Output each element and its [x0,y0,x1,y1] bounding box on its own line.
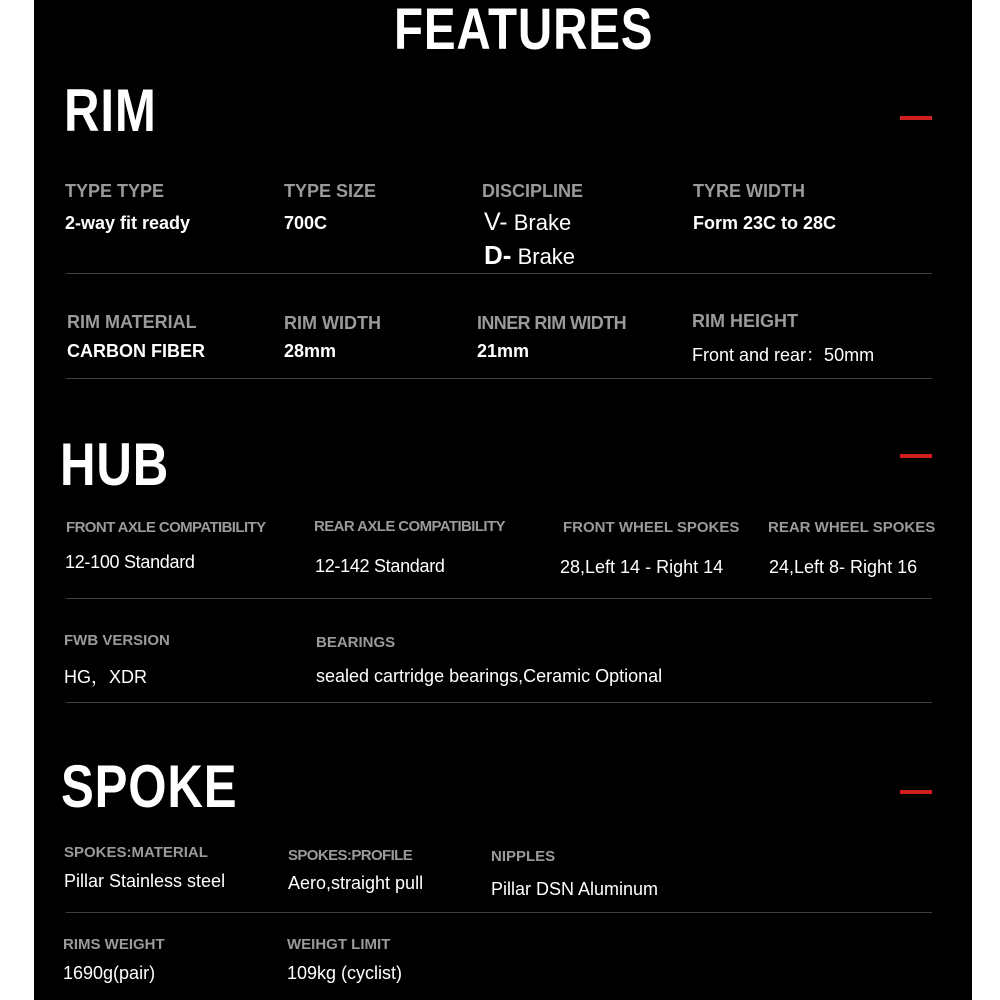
spec-value-bearings: sealed cartridge bearings,Ceramic Optional [316,666,663,686]
spec-label-weight-limit: WEIHGT LIMIT [287,936,391,953]
spec-value-discipline-d-brake [484,240,575,271]
spec-value-rim-height: Front and rear：50mm [692,345,875,365]
spec-value-fwb-version: HG，XDR [64,667,148,687]
spec-label-tyre-width: TYRE WIDTH [693,181,805,201]
spec-value-front-wheel-spokes: 28,Left 14 - Right 14 [560,557,724,577]
spec-label-fwb-version: FWB VERSION [64,632,170,649]
spec-value-inner-rim-width: 21mm [477,341,530,361]
divider [66,378,932,379]
page-title: FEATURES [394,0,654,62]
collapse-dash-spoke[interactable] [900,790,932,794]
spec-label-inner-rim-width: INNER RIM WIDTH [477,313,626,333]
spec-value-spokes-profile: Aero,straight pull [288,873,424,893]
section-title-hub: HUB [60,431,170,498]
spec-label-rear-wheel-spokes: REAR WHEEL SPOKES [768,519,936,536]
brake-text-1: Brake [513,210,572,235]
divider [66,273,932,274]
divider [66,702,932,703]
collapse-dash-rim[interactable] [900,116,932,120]
spec-label-bearings: BEARINGS [316,634,396,651]
spec-label-spokes-material: SPOKES:MATERIAL [64,844,208,861]
spec-label-type-type: TYPE TYPE [65,181,165,201]
spec-label-rim-height: RIM HEIGHT [692,311,798,331]
spec-value-rear-wheel-spokes: 24,Left 8- Right 16 [769,557,918,577]
spec-label-rim-width: RIM WIDTH [284,313,381,333]
spec-value-rear-axle: 12-142 Standard [315,556,445,576]
spec-label-rear-axle: REAR AXLE COMPATIBILITY [314,518,505,535]
spec-value-type-size: 700C [284,213,328,233]
spec-label-front-wheel-spokes: FRONT WHEEL SPOKES [563,519,740,536]
section-title-rim: RIM [64,77,157,144]
d-prefix: D- [484,240,512,270]
spec-label-type-size: TYPE SIZE [284,181,377,201]
spec-value-type-type: 2-way fit ready [65,213,191,233]
spec-label-rim-material: RIM MATERIAL [67,312,197,332]
spec-value-rim-material: CARBON FIBER [67,341,205,361]
spec-label-discipline: DISCIPLINE [482,181,584,201]
section-title-spoke: SPOKE [61,753,238,820]
v-prefix: V- [484,208,508,236]
spec-value-rim-width: 28mm [284,341,337,361]
spec-value-weight-limit: 109kg (cyclist) [287,963,403,983]
spec-label-spokes-profile: SPOKES:PROFILE [288,847,413,864]
divider [66,598,932,599]
spec-label-rims-weight: RIMS WEIGHT [63,936,165,953]
spec-value-rims-weight: 1690g(pair) [63,963,156,983]
spec-label-front-axle: FRONT AXLE COMPATIBILITY [66,519,266,536]
spec-value-tyre-width: Form 23C to 28C [693,213,837,233]
collapse-dash-hub[interactable] [900,454,932,458]
divider [66,912,932,913]
spec-value-spokes-material: Pillar Stainless steel [64,871,226,891]
spec-value-front-axle: 12-100 Standard [65,552,195,572]
spec-value-nipples: Pillar DSN Aluminum [491,879,659,899]
brake-text-2: Brake [517,244,576,269]
spec-label-nipples: NIPPLES [491,848,556,865]
spec-value-discipline-v-brake [484,208,571,237]
